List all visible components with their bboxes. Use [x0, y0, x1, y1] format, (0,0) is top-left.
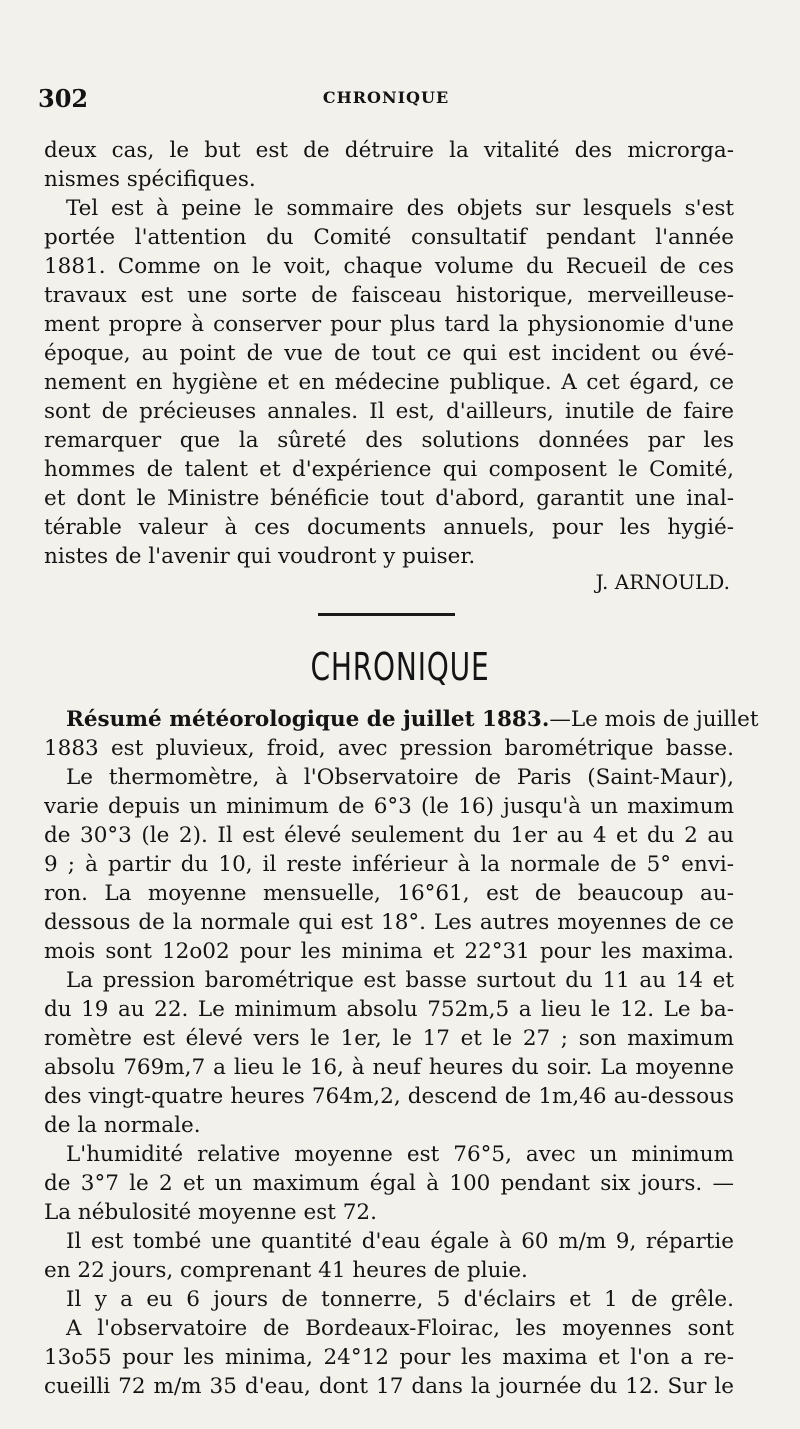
text-line: absolu 769m,7 a lieu le 16, à neuf heures du soir. La moyenne — [44, 1055, 734, 1080]
running-title: CHRONIQUE — [322, 88, 450, 107]
text-line — [66, 705, 759, 735]
text-line: térable valeur à ces documents annuels, pour les hygié- — [44, 515, 734, 540]
text-line: en 22 jours, comprenant 41 heures de pluie. — [44, 1258, 528, 1283]
text-line: sont de précieuses annales. Il est, d'ailleurs, inutile de faire — [44, 399, 734, 424]
text-line: La nébulosité moyenne est 72. — [44, 1200, 377, 1225]
text-line: nistes de l'avenir qui voudront y puiser. — [44, 544, 476, 569]
text-line: romètre est élevé vers le 1er, le 17 et le 27 ; son maximum — [44, 1026, 734, 1051]
section-title: CHRONIQUE — [310, 645, 490, 689]
text-line: Le thermomètre, à l'Observatoire de Paris (Saint-Maur), — [66, 765, 734, 790]
text-line: Il y a eu 6 jours de tonnerre, 5 d'éclairs et 1 de grêle. — [66, 1287, 734, 1312]
run-in-heading: Résumé météorologique de juillet 1883. — [66, 707, 550, 732]
text-line: nement en hygiène et en médecine publique. A cet égard, ce — [44, 370, 734, 395]
text-line: époque, au point de vue de tout ce qui est incident ou évé- — [44, 341, 734, 366]
text-line: portée l'attention du Comité consultatif pendant l'année — [44, 225, 734, 250]
text-line: La pression barométrique est basse surtout du 11 au 14 et — [66, 968, 734, 993]
text-line: 9 ; à partir du 10, il reste inférieur à la normale de 5° envi- — [44, 852, 734, 877]
text-line: de 30°3 (le 2). Il est élevé seulement du 1er au 4 et du 2 au — [44, 823, 734, 848]
text-line: varie depuis un minimum de 6°3 (le 16) jusqu'à un maximum — [44, 794, 734, 819]
text-line: mois sont 12o02 pour les minima et 22°31 pour les maxima. — [44, 939, 734, 964]
text-line: dessous de la normale qui est 18°. Les autres moyennes de ce — [44, 910, 734, 935]
text-line: cueilli 72 m/m 35 d'eau, dont 17 dans la journée du 12. Sur le — [44, 1374, 734, 1399]
text-line: du 19 au 22. Le minimum absolu 752m,5 a lieu le 12. Le ba- — [44, 997, 734, 1022]
text-line: ment propre à conserver pour plus tard la physionomie d'une — [44, 312, 734, 337]
text-line: 1881. Comme on le voit, chaque volume du Recueil de ces — [44, 254, 734, 279]
running-head — [36, 84, 736, 114]
run-in-continuation: —Le mois de juillet — [549, 707, 759, 732]
text-line: de la normale. — [44, 1113, 201, 1138]
text-line: de 3°7 le 2 et un maximum égal à 100 pendant six jours. — — [44, 1171, 734, 1196]
text-line: 13o55 pour les minima, 24°12 pour les maxima et l'on a re- — [44, 1345, 734, 1370]
text-line: et dont le Ministre bénéficie tout d'abord, garantit une inal- — [44, 486, 734, 511]
text-line: remarquer que la sûreté des solutions données par les — [44, 428, 734, 453]
text-line: travaux est une sorte de faisceau historique, merveilleuse- — [44, 283, 734, 308]
text-line: L'humidité relative moyenne est 76°5, avec un minimum — [66, 1142, 734, 1167]
text-line: Tel est à peine le sommaire des objets sur lesquels s'est — [66, 196, 734, 221]
text-line: deux cas, le but est de détruire la vitalité des microrga- — [44, 138, 734, 163]
text-line: hommes de talent et d'expérience qui composent le Comité, — [44, 457, 734, 482]
text-line: 1883 est pluvieux, froid, avec pression barométrique basse. — [44, 736, 734, 761]
section-divider — [318, 613, 455, 616]
text-line: nismes spécifiques. — [44, 167, 256, 192]
author-signature: J. ARNOULD. — [595, 570, 730, 594]
text-line: ron. La moyenne mensuelle, 16°61, est de beaucoup au- — [44, 881, 734, 906]
text-line: A l'observatoire de Bordeaux-Floirac, les moyennes sont — [66, 1316, 734, 1341]
text-line: des vingt-quatre heures 764m,2, descend de 1m,46 au-dessous — [44, 1084, 734, 1109]
text-line: Il est tombé une quantité d'eau égale à 60 m/m 9, répartie — [66, 1229, 734, 1254]
page-number: 302 — [38, 84, 89, 113]
